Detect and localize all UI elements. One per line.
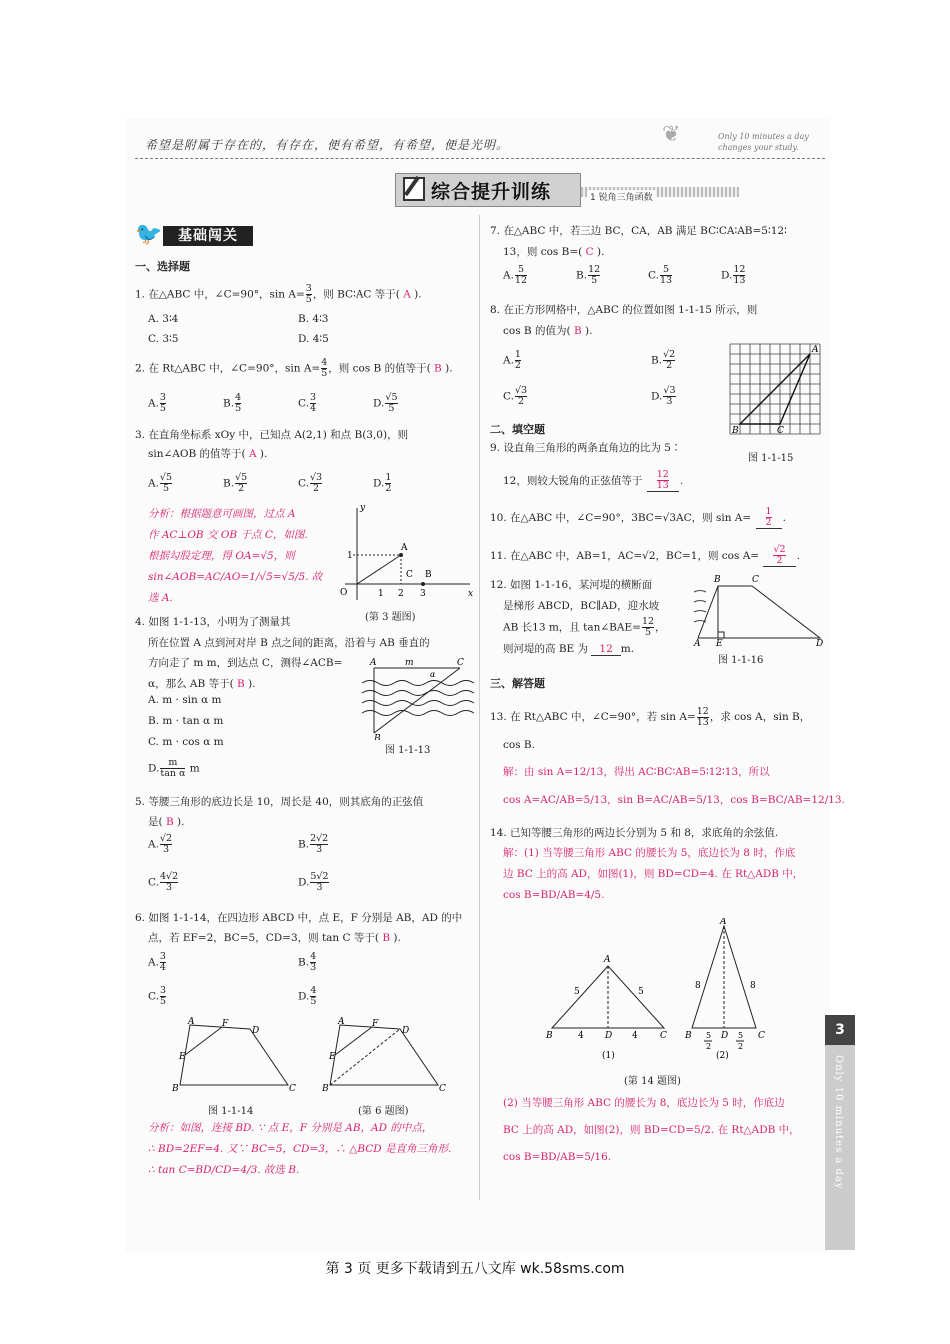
- svg-text:E: E: [716, 639, 723, 649]
- q1-option-d: D. 4∶5: [298, 333, 329, 345]
- svg-text:m: m: [405, 658, 414, 668]
- heading-fill: 二、填空题: [490, 423, 545, 436]
- header-motto: 希望是附属于存在的，有存在，便有希望，有希望，便是光明。: [145, 138, 510, 152]
- svg-text:C: C: [439, 1084, 446, 1094]
- caption-1-1-13: 图 1-1-13: [385, 745, 431, 756]
- leaf-icon: ❦: [662, 122, 681, 147]
- svg-text:1: 1: [347, 551, 353, 561]
- question-9b: 12，则较大锐角的正弦值等于 $\frac{12}{13}$ .: [503, 469, 684, 491]
- svg-text:8: 8: [750, 981, 756, 991]
- figure-1-1-14: [170, 1015, 300, 1095]
- q6-option-d: D. $\frac{4}{5}$: [298, 985, 317, 1007]
- q8-option-c: C. $\frac{√3}{2}$: [503, 385, 528, 407]
- svg-text:5: 5: [638, 987, 644, 997]
- svg-text:E: E: [329, 1052, 336, 1062]
- svg-text:4: 4: [632, 1031, 638, 1041]
- svg-text:B: B: [425, 570, 432, 580]
- svg-text:x: x: [468, 589, 474, 599]
- q1-option-a: A. 3∶4: [148, 313, 179, 325]
- question-6: 6. 如图 1-1-14，在四边形 ABCD 中，点 E，F 分别是 AB，AD 的中 点，若 EF=2，BC=5，CD=3，则 tan C 等于( B ).: [135, 912, 463, 944]
- question-4: 4. 如图 1-1-13，小明为了测量其 所在位置 A 点到河对岸 B 点之间的距离，沿着与 AB 垂直的 方向走了 m m，到达点 C，测得∠ACB= α，那么 AB 等于( B ).: [135, 616, 430, 690]
- q1-option-c: C. 3∶5: [148, 333, 179, 345]
- q3-option-c: C. $\frac{√3}{2}$: [298, 472, 323, 494]
- svg-text:C: C: [457, 658, 464, 668]
- question-9: 9. 设直角三角形的两条直角边的比为 5∶: [490, 442, 682, 454]
- banner-subtitle: 1 锐角三角函数: [587, 190, 656, 203]
- question-1: 1. 在△ABC 中，∠C=90°，sin A= $\frac{3}{5}$ ，则 BC∶AC 等于( A ).: [135, 283, 422, 305]
- svg-text:5: 5: [706, 1031, 712, 1040]
- q7-option-d: D. $\frac{12}{13}$: [721, 264, 746, 286]
- q5-option-c: C. $\frac{4√2}{3}$: [148, 871, 179, 893]
- svg-text:A: A: [604, 955, 611, 965]
- question-13: 13. 在 Rt△ABC 中，∠C=90°，若 sin A= $\frac{12}{13}$ ，求 cos A，sin B， cos B.: [490, 705, 811, 751]
- q6-option-c: C. $\frac{3}{5}$: [148, 985, 167, 1007]
- figure-1-1-16: [692, 572, 827, 650]
- svg-text:F: F: [372, 1019, 379, 1029]
- question-8: 8. 在正方形网格中，△ABC 的位置如图 1-1-15 所示，则 cos B 的值为( B ).: [490, 304, 758, 337]
- caption-q14: (第 14 题图): [624, 1076, 681, 1087]
- header-slogan: Only 10 minutes a day changes your study.: [718, 132, 809, 152]
- q8-option-a: A. $\frac{1}{2}$: [503, 349, 521, 371]
- q7-option-a: A. $\frac{5}{12}$: [503, 264, 528, 286]
- figure-1-1-15: [726, 340, 826, 440]
- header-divider: [135, 158, 825, 159]
- question-14: 14. 已知等腰三角形的两边长分别为 5 和 8，求底角的余弦值.: [490, 827, 779, 839]
- svg-text:B: B: [172, 1084, 179, 1094]
- svg-text:C: C: [777, 426, 784, 436]
- svg-text:A: A: [188, 1017, 195, 1027]
- q8-option-b: B. $\frac{√2}{2}$: [651, 349, 676, 371]
- svg-text:1: 1: [378, 589, 384, 599]
- svg-text:2: 2: [398, 589, 404, 599]
- svg-text:D: D: [816, 639, 824, 649]
- q2-option-b: B. $\frac{4}{5}$: [223, 392, 242, 414]
- figure-q14: [540, 918, 785, 1068]
- pencil-icon: [403, 177, 425, 201]
- question-12: 12. 如图 1-1-16，某河堤的横断面 是梯形 ABCD，BC∥AD，迎水坡 AB 长13 m，且 tan∠BAE= $\frac{12}{5}$ ， 则河堤的高 BE 为 12 m.: [490, 579, 666, 655]
- svg-text:(2): (2): [716, 1051, 729, 1061]
- question-5: 5. 等腰三角形的底边长是 10，周长是 40，则其底角的正弦值 是( B ).: [135, 796, 424, 828]
- section-tag: [135, 222, 257, 248]
- page-number-badge: 3: [825, 1015, 855, 1045]
- caption-1-1-16: 图 1-1-16: [718, 655, 764, 666]
- q14-solution-1: 解：(1) 当等腰三角形 ABC 的腰长为 5，底边长为 8 时，作底 边 BC 上的高 AD，如图(1)，则 BD=CD=4. 在 Rt△ADB 中， cos B=BD/AB=4/5.: [503, 847, 804, 901]
- column-divider: [479, 215, 480, 1200]
- q7-option-b: B. $\frac{12}{5}$: [576, 264, 601, 286]
- question-3b: sin∠AOB 的值等于( A ).: [148, 448, 268, 460]
- q3-option-b: B. $\frac{√5}{2}$: [223, 472, 248, 494]
- svg-text:D: D: [252, 1026, 260, 1036]
- svg-text:C: C: [758, 1031, 765, 1041]
- heading-answer: 三、解答题: [490, 677, 545, 690]
- svg-text:α: α: [430, 670, 436, 679]
- svg-text:8: 8: [695, 981, 701, 991]
- q2-option-d: D. $\frac{√5}{5}$: [373, 392, 398, 414]
- q7-option-c: C. $\frac{5}{13}$: [648, 264, 673, 286]
- caption-q6: (第 6 题图): [358, 1106, 409, 1117]
- svg-text:D: D: [402, 1026, 410, 1036]
- svg-text:5: 5: [574, 987, 580, 997]
- q4-option-c: C. m · cos α m: [148, 736, 224, 748]
- svg-text:B: B: [322, 1084, 329, 1094]
- svg-text:D: D: [721, 1031, 729, 1041]
- svg-text:A: A: [720, 918, 727, 927]
- svg-text:F: F: [222, 1019, 229, 1029]
- question-3: 3. 在直角坐标系 xOy 中，已知点 A(2,1) 和点 B(3,0)，则: [135, 429, 409, 441]
- svg-text:E: E: [179, 1052, 186, 1062]
- svg-text:A: A: [370, 658, 377, 668]
- svg-text:D: D: [605, 1031, 613, 1041]
- q8-option-d: D. $\frac{√3}{3}$: [651, 385, 676, 407]
- caption-1-1-14: 图 1-1-14: [208, 1106, 254, 1117]
- q2-option-a: A. $\frac{3}{5}$: [148, 392, 166, 414]
- svg-text:A: A: [338, 1017, 345, 1027]
- svg-text:A: A: [694, 639, 701, 649]
- svg-text:C: C: [752, 575, 759, 585]
- q3-option-a: A. $\frac{√5}{5}$: [148, 472, 173, 494]
- svg-text:3: 3: [420, 589, 426, 599]
- svg-text:B: B: [685, 1031, 692, 1041]
- q6-option-b: B. $\frac{4}{3}$: [298, 951, 317, 973]
- section-banner: [395, 173, 740, 205]
- svg-text:C: C: [406, 570, 413, 580]
- svg-text:C: C: [289, 1084, 296, 1094]
- figure-q6: [320, 1015, 450, 1095]
- figure-1-1-13: [360, 655, 475, 740]
- side-tab: [825, 1015, 855, 1250]
- q6-analysis: 分析：如图，连接 BD. ∵ 点 E，F 分别是 AB，AD 的中点， ∴ BD=2EF=4. 又∵ BC=5，CD=3，∴ △BCD 是直角三角形. ∴ tan C=BD/CD=4/3. 故选 B.: [148, 1122, 452, 1176]
- question-11: 11. 在△ABC 中，AB=1，AC=√2，BC=1，则 cos A= $\frac{√2}{2}$ .: [490, 544, 800, 566]
- q6-option-a: A. $\frac{3}{4}$: [148, 951, 166, 973]
- svg-text:2: 2: [738, 1042, 744, 1051]
- svg-text:B: B: [374, 734, 381, 740]
- caption-q3: (第 3 题图): [365, 612, 416, 623]
- q5-option-d: D. $\frac{5√2}{3}$: [298, 871, 329, 893]
- svg-text:5: 5: [738, 1031, 744, 1040]
- svg-text:A: A: [812, 345, 819, 355]
- svg-text:O: O: [340, 588, 348, 598]
- svg-text:B: B: [546, 1031, 553, 1041]
- q5-option-a: A. $\frac{√2}{3}$: [148, 833, 173, 855]
- q3-analysis: 分析：根据题意可画图，过点 A 作 AC⊥OB 交 OB 于点 C，如图. 根据勾股定理，得 OA=√5，则 sin∠AOB=AC/AO=1/√5=√5/5. 故选 A.: [148, 508, 323, 604]
- q4-option-a: A. m · sin α m: [148, 694, 222, 706]
- section-tag-label: 基础闯关: [163, 226, 253, 246]
- question-10: 10. 在△ABC 中，∠C=90°，3BC=√3AC，则 sin A= $\frac{1}{2}$ .: [490, 506, 786, 528]
- svg-text:B: B: [714, 575, 721, 585]
- caption-1-1-15: 图 1-1-15: [748, 453, 794, 464]
- svg-text:(1): (1): [602, 1051, 615, 1061]
- svg-text:A: A: [401, 543, 408, 553]
- heading-choice: 一、选择题: [135, 260, 190, 273]
- question-7: 7. 在△ABC 中，若三边 BC，CA，AB 满足 BC∶CA∶AB=5∶12∶ 13，则 cos B=( C ).: [490, 225, 787, 258]
- svg-text:2: 2: [706, 1042, 712, 1051]
- bird-icon: 🐦: [135, 222, 163, 247]
- q2-option-c: C. $\frac{3}{4}$: [298, 392, 317, 414]
- question-2: 2. 在 Rt△ABC 中，∠C=90°，sin A= $\frac{4}{5}$ ，则 cos B 的值等于( B ).: [135, 357, 453, 379]
- svg-text:4: 4: [578, 1031, 584, 1041]
- svg-text:y: y: [360, 503, 366, 513]
- q4-option-d: D. $\frac{m}{\text{tan α}}$ m: [148, 757, 200, 779]
- q13-solution: 解：由 sin A=12/13，得出 AC∶BC∶AB=5∶12∶13，所以 cos A=AC/AB=5/13，sin B=AC/AB=5/13，cos B=BC/AB=12/13.: [503, 766, 845, 806]
- q1-option-b: B. 4∶3: [298, 313, 329, 325]
- q5-option-b: B. $\frac{2√2}{3}$: [298, 833, 329, 855]
- figure-q3: [335, 500, 475, 605]
- q3-option-d: D. $\frac{1}{2}$: [373, 472, 392, 494]
- banner-title: 综合提升训练: [431, 181, 552, 203]
- q14-solution-2: (2) 当等腰三角形 ABC 的腰长为 8，底边长为 5 时，作底边 BC 上的高 AD，如图(2)，则 BD=CD=5/2. 在 Rt△ADB 中， cos B=BD/AB=5/16.: [503, 1097, 800, 1163]
- q4-option-b: B. m · tan α m: [148, 715, 224, 727]
- footer-text: 第 3 页 更多下载请到五八文库 wk.58sms.com: [325, 1261, 625, 1277]
- svg-text:B: B: [732, 426, 739, 436]
- svg-text:C: C: [660, 1031, 667, 1041]
- side-vertical-text: Only 10 minutes a day: [833, 1055, 844, 1190]
